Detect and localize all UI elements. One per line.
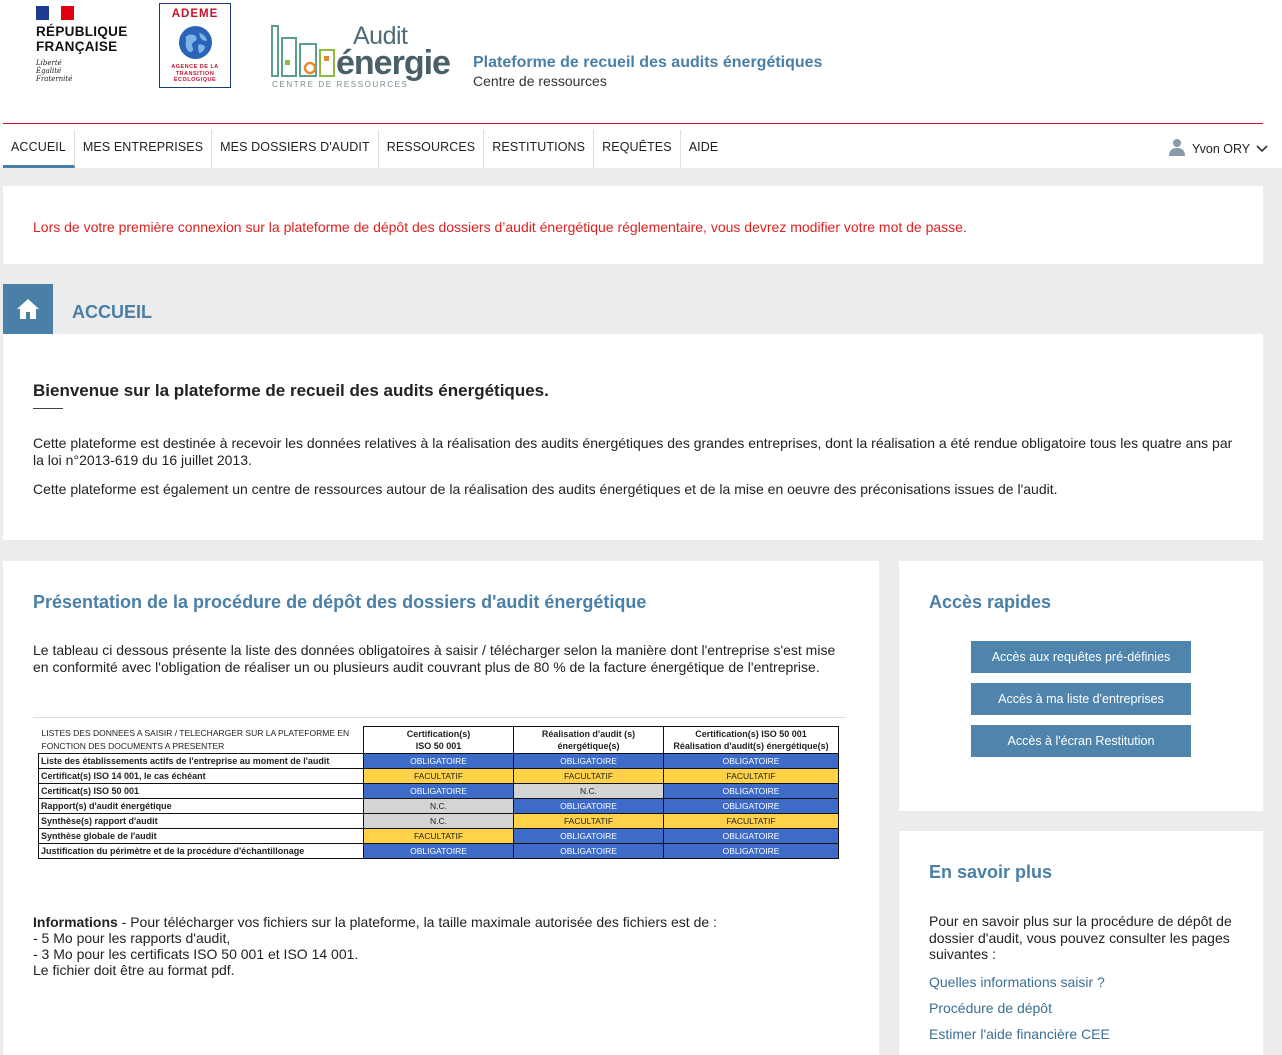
procedure-heading: Présentation de la procédure de dépôt des dossiers d'audit énergétique — [33, 592, 647, 612]
upload-info — [33, 914, 717, 978]
table-row — [39, 843, 839, 858]
learn-more-panel — [899, 831, 1263, 1055]
row-label: Certificat(s) ISO 50 001 — [39, 783, 364, 798]
table-row — [39, 828, 839, 843]
requirement-cell: OBLIGATOIRE — [364, 753, 514, 768]
alert-text: Lors de votre première connexion sur la plateforme de dépôt des dossiers d’audit énergétique réglementaire, vous devrez modifier votre mot de passe. — [33, 219, 967, 235]
table-row — [39, 783, 839, 798]
table-row — [39, 768, 839, 783]
column-header-audit — [514, 727, 664, 754]
requirement-cell: OBLIGATOIRE — [514, 843, 664, 858]
french-flag-icon — [36, 6, 74, 20]
requirement-cell: FACULTATIF — [514, 768, 664, 783]
requirement-cell: OBLIGATOIRE — [514, 798, 664, 813]
requirement-cell: OBLIGATOIRE — [664, 798, 839, 813]
requirement-cell: OBLIGATOIRE — [664, 783, 839, 798]
requirement-cell: OBLIGATOIRE — [514, 753, 664, 768]
audit-energie-logo[interactable] — [270, 22, 450, 92]
info-line-3: - 3 Mo pour les certificats ISO 50 001 et ISO 14 001. — [33, 946, 359, 962]
requirement-cell: N.C. — [364, 813, 514, 828]
row-label: Rapport(s) d'audit énergétique — [39, 798, 364, 813]
link-procedure[interactable]: Procédure de dépôt — [929, 1000, 1052, 1016]
ademe-name: ADEME — [171, 8, 219, 20]
procedure-panel — [3, 561, 879, 1055]
site-title: Plateforme de recueil des audits énergétiques — [473, 54, 823, 71]
restitution-button[interactable]: Accès à l'écran Restitution — [971, 725, 1191, 757]
welcome-heading: Bienvenue sur la plateforme de recueil des audits énergétiques. — [33, 381, 549, 400]
table-header-row — [39, 727, 839, 754]
header-divider — [3, 123, 1263, 124]
ademe-subtitle: AGENCE DE LA TRANSITION ÉCOLOGIQUE — [171, 64, 219, 83]
rf-motto-1: Liberté — [36, 59, 62, 67]
home-badge — [3, 284, 53, 334]
rf-motto-2: Égalité — [36, 67, 62, 75]
globe-icon — [178, 25, 213, 60]
learn-more-heading: En savoir plus — [929, 862, 1053, 882]
nav-requetes[interactable]: REQUÊTES — [594, 130, 681, 168]
requirement-cell: OBLIGATOIRE — [664, 828, 839, 843]
nav-mes-dossiers[interactable]: MES DOSSIERS D'AUDIT — [212, 130, 379, 168]
requirements-table — [38, 726, 839, 859]
site-header — [0, 0, 1282, 168]
entreprises-button[interactable]: Accès à ma liste d'entreprises — [971, 683, 1191, 715]
link-informations[interactable]: Quelles informations saisir ? — [929, 974, 1105, 990]
welcome-paragraph-1: Cette plateforme est destinée à recevoir les données relatives à la réalisation des audits énergétiques des grandes entreprises, dont la réalisation a été rendue obligatoire tous les quatre ans par la loi n°2013-619 du 16 juillet 2013. — [33, 435, 1233, 468]
row-label: Synthèse(s) rapport d'audit — [39, 813, 364, 828]
welcome-panel — [3, 334, 1263, 540]
requirements-table-image — [33, 717, 846, 865]
requirement-cell: FACULTATIF — [364, 828, 514, 843]
info-label: Informations — [33, 914, 118, 930]
brand-audit: Audit — [353, 22, 408, 50]
procedure-intro: Le tableau ci dessous présente la liste des données obligatoires à saisir / télécharger selon la manière dont l'entreprise s'est mise en conformité avec l'obligation de réaliser un ou plusieurs audit couvrant plus de 80 % de la facture énergétique de l'entreprise. — [33, 642, 836, 675]
nav-restitutions[interactable]: RESTITUTIONS — [484, 130, 594, 168]
home-icon — [16, 298, 40, 320]
brand-centre: CENTRE DE RESSOURCES — [272, 80, 409, 89]
requirement-cell: OBLIGATOIRE — [514, 828, 664, 843]
table-row — [39, 798, 839, 813]
chevron-down-icon — [1256, 145, 1268, 153]
republique-francaise-logo[interactable] — [36, 6, 146, 83]
password-alert — [3, 186, 1263, 264]
table-header-left — [39, 727, 364, 754]
row-label: Justification du périmètre et de la procédure d'échantillonage — [39, 843, 364, 858]
learn-more-description: Pour en savoir plus sur la procédure de dépôt de dossier d'audit, vous pouvez consulter les pages suivantes : — [929, 913, 1232, 962]
nav-mes-entreprises[interactable]: MES ENTREPRISES — [75, 130, 212, 168]
nav-accueil[interactable]: ACCUEIL — [3, 130, 75, 168]
user-icon — [1168, 138, 1186, 156]
rf-motto — [36, 59, 146, 83]
requirement-cell: OBLIGATOIRE — [664, 843, 839, 858]
welcome-paragraph-2: Cette plateforme est également un centre de ressources autour de la réalisation des audits énergétiques et de la mise en oeuvre des préconisations issues de l'audit. — [33, 481, 1058, 497]
requirement-cell: OBLIGATOIRE — [664, 753, 839, 768]
col2-l1: Réalisation d'audit (s) — [541, 728, 636, 739]
requirement-cell: N.C. — [364, 798, 514, 813]
user-menu[interactable] — [1168, 138, 1268, 156]
rf-motto-3: Fraternité — [36, 75, 73, 83]
ademe-logo[interactable] — [159, 3, 231, 88]
page-title: ACCUEIL — [72, 302, 152, 322]
info-line-1: - Pour télécharger vos fichiers sur la plateforme, la taille maximale autorisée des fichiers est de : — [117, 914, 717, 930]
site-subtitle: Centre de ressources — [473, 73, 607, 89]
info-line-4: Le fichier doit être au format pdf. — [33, 962, 235, 978]
table-header-left-1: LISTES DES DONNEES A SAISIR / TELECHARGER SUR LA PLATEFORME EN — [41, 727, 350, 738]
heading-underline — [33, 408, 63, 409]
buildings-icon — [270, 24, 336, 82]
col3-l2: Réalisation d'audit(s) énergétique(s) — [673, 740, 829, 751]
col2-l2: énergétique(s) — [557, 740, 620, 751]
main-nav — [3, 130, 726, 168]
quick-access-panel — [899, 561, 1263, 811]
requetes-button[interactable]: Accès aux requêtes pré-définies — [971, 641, 1191, 673]
nav-aide[interactable]: AIDE — [688, 140, 719, 154]
rf-name-line1: RÉPUBLIQUE — [36, 24, 128, 39]
info-line-2: - 5 Mo pour les rapports d'audit, — [33, 930, 231, 946]
requirement-cell: FACULTATIF — [664, 813, 839, 828]
requirement-cell: FACULTATIF — [364, 768, 514, 783]
requirement-cell: FACULTATIF — [664, 768, 839, 783]
quick-access-heading: Accès rapides — [929, 592, 1052, 612]
row-label: Synthèse globale de l'audit — [39, 828, 364, 843]
table-row — [39, 753, 839, 768]
col1-l1: Certification(s) — [406, 728, 471, 739]
requirement-cell: N.C. — [514, 783, 664, 798]
column-header-iso — [364, 727, 514, 754]
row-label: Liste des établissements actifs de l'entreprise au moment de l'audit — [39, 753, 364, 768]
requirement-cell: FACULTATIF — [514, 813, 664, 828]
column-header-both — [664, 727, 839, 754]
requirement-cell: OBLIGATOIRE — [364, 783, 514, 798]
link-aide-cee[interactable]: Estimer l'aide financière CEE — [929, 1026, 1110, 1042]
rf-name-line2: FRANÇAISE — [36, 39, 118, 54]
table-header-left-2: FONCTION DES DOCUMENTS A PRESENTER — [41, 740, 225, 751]
nav-ressources[interactable]: RESSOURCES — [379, 130, 485, 168]
col3-l1: Certification(s) ISO 50 001 — [695, 728, 807, 739]
row-label: Certificat(s) ISO 14 001, le cas échéant — [39, 768, 364, 783]
brand-energie: énergie — [336, 44, 450, 82]
col1-l2: ISO 50 001 — [415, 740, 462, 751]
requirement-cell: OBLIGATOIRE — [364, 843, 514, 858]
user-name: Yvon ORY — [1192, 142, 1251, 156]
table-row — [39, 813, 839, 828]
